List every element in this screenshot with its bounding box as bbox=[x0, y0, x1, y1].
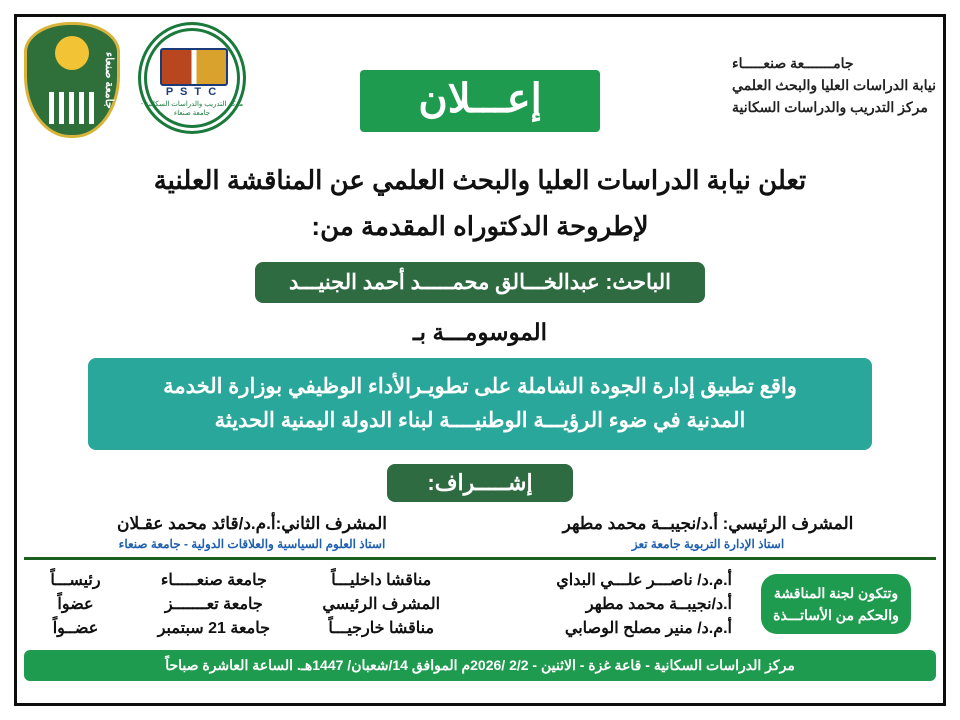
footer-row bbox=[24, 650, 936, 681]
supervisor-main bbox=[480, 514, 936, 551]
supervisors-row bbox=[24, 514, 936, 551]
pstc-caption: مركز التدريب والدراسات السكانية - جامعة صنعاء bbox=[140, 101, 244, 117]
org-line-1: جامـــــــعة صنعـــــاء bbox=[732, 55, 854, 71]
poster-body bbox=[24, 160, 936, 681]
announce-badge: إعـــلان bbox=[360, 70, 599, 132]
titled-label: الموسومـــة بـ bbox=[412, 319, 548, 345]
supervisor-second bbox=[24, 514, 480, 551]
committee-member-role: المشرف الرئيسي bbox=[322, 596, 441, 613]
committee-badge-wrap bbox=[736, 570, 936, 638]
headline-line-1: تعلن نيابة الدراسات العليا والبحث العلمي عن المناقشة العلنية bbox=[153, 165, 807, 195]
table-row bbox=[24, 594, 736, 614]
supervisor-second-role: استاذ العلوم السياسية والعلاقات الدولية - جامعة صنعاء bbox=[118, 537, 386, 551]
committee-member-position: رئيســـاً bbox=[50, 572, 101, 589]
supervisor-main-name: المشرف الرئيسي: أ.د/نجيبــة محمد مطهر bbox=[562, 514, 854, 533]
poster-content bbox=[24, 22, 936, 696]
thesis-title-line-1: واقع تطبيق إدارة الجودة الشاملة على تطويـرالأداء الوظيفي بوزارة الخدمة bbox=[163, 375, 797, 398]
org-line-2: نيابة الدراسات العليا والبحث العلمي bbox=[732, 77, 936, 93]
committee-badge-line-2: والحكم من الأساتـــذة bbox=[773, 607, 899, 623]
committee-section bbox=[24, 570, 936, 638]
committee-member-position: عضــواً bbox=[52, 620, 99, 637]
poster-header bbox=[24, 22, 936, 142]
university-logo-label: جامعة صنعاء bbox=[103, 52, 115, 109]
venue-datetime-bar: مركز الدراسات السكانية - قاعة غزة - الاثنين - 2/2 /2026م الموافق 14/شعبان/ 1447هـ. الساعة العاشرة صباحاً bbox=[24, 650, 936, 681]
committee-member-role: مناقشا داخليـــاً bbox=[331, 572, 432, 589]
committee-badge bbox=[761, 574, 911, 634]
sanaa-university-logo-icon bbox=[24, 22, 120, 138]
committee-table bbox=[24, 570, 736, 638]
committee-member-university: جامعة 21 سبتمبر bbox=[157, 620, 271, 637]
gate-icon bbox=[49, 92, 95, 124]
org-line-3: مركز التدريب والدراسات السكانية bbox=[732, 99, 928, 115]
logo-group bbox=[24, 22, 250, 138]
supervisor-second-name: المشرف الثاني:أ.م.د/قائد محمد عقـلان bbox=[117, 514, 387, 533]
table-row bbox=[24, 618, 736, 638]
organization-lines bbox=[726, 22, 936, 118]
table-row bbox=[24, 570, 736, 590]
open-book-icon bbox=[160, 48, 228, 86]
supervision-label-badge: إشـــــراف: bbox=[387, 464, 572, 502]
committee-badge-line-1: وتتكون لجنة المناقشة bbox=[773, 585, 899, 601]
committee-member-name: أ.م.د/ منير مصلح الوصابي bbox=[564, 620, 732, 637]
thesis-title-line-2: المدنية في ضوء الرؤيـــة الوطنيــــة لبناء الدولة اليمنية الحديثة bbox=[214, 409, 746, 432]
committee-member-role: مناقشا خارجيـــاً bbox=[328, 620, 435, 637]
committee-member-name: أ.د/نجيبــة محمد مطهر bbox=[585, 596, 732, 613]
committee-member-university: جامعة صنعـــــاء bbox=[160, 572, 267, 589]
thesis-title-badge bbox=[88, 358, 872, 450]
committee-member-university: جامعة تعـــــــز bbox=[164, 596, 263, 613]
supervisor-main-role: استاذ الإدارة التربوية جامعة تعز bbox=[631, 537, 785, 551]
researcher-name-badge: الباحث: عبدالخـــالق محمـــــد أحمد الجنيـــد bbox=[255, 262, 705, 303]
headline-line-2: لإطروحة الدكتوراه المقدمة من: bbox=[311, 211, 649, 241]
committee-member-name: أ.م.د/ ناصـــر علـــي البداي bbox=[556, 572, 732, 589]
committee-member-position: عضواً bbox=[57, 596, 94, 613]
section-divider bbox=[24, 557, 936, 560]
sun-icon bbox=[55, 36, 89, 70]
pstc-logo-icon bbox=[138, 22, 246, 134]
pstc-acronym: P S T C bbox=[165, 86, 219, 98]
